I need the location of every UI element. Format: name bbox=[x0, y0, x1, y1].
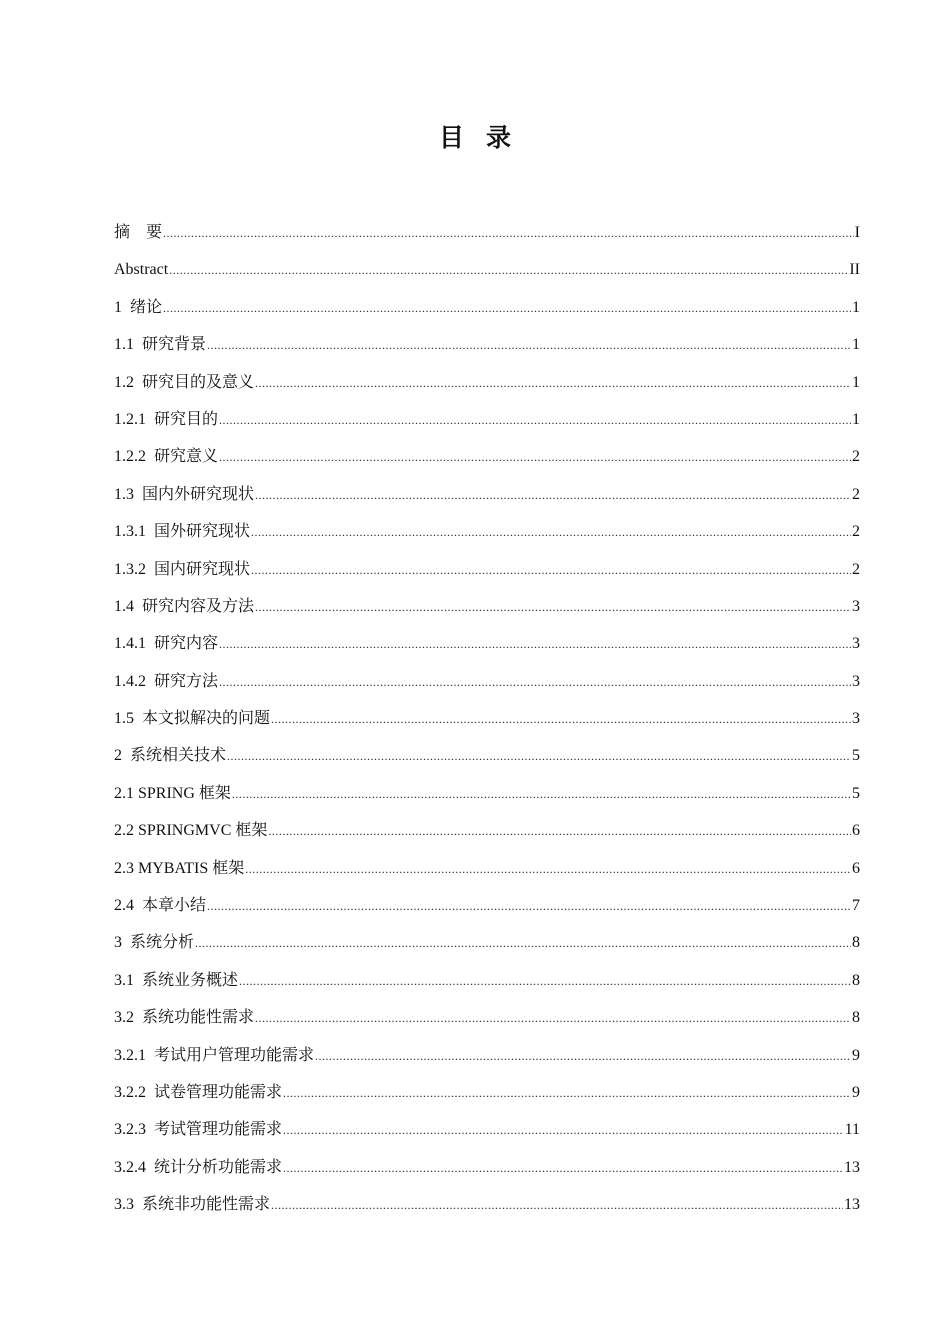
toc-leader-dots bbox=[283, 1075, 851, 1112]
toc-entry[interactable] bbox=[114, 737, 860, 774]
toc-leader-dots bbox=[283, 1150, 843, 1187]
toc-leader-dots bbox=[271, 701, 851, 738]
toc-entry-label: 1.3.2 国内研究现状 bbox=[114, 560, 251, 578]
toc-leader-dots bbox=[251, 514, 851, 551]
toc-entry-label: 2.3 MYBATIS 框架 bbox=[114, 859, 245, 877]
toc-leader-dots bbox=[207, 888, 851, 925]
toc-entry-label: 3.2.4 统计分析功能需求 bbox=[114, 1158, 283, 1176]
toc-entry-page: 5 bbox=[852, 784, 860, 802]
toc-entry-label: 3.2 系统功能性需求 bbox=[114, 1009, 255, 1027]
toc-entry-label: 1.4.2 研究方法 bbox=[114, 672, 219, 690]
toc-leader-dots bbox=[255, 365, 851, 402]
toc-entry[interactable] bbox=[114, 1074, 860, 1111]
toc-entry-label: 2.1 SPRING 框架 bbox=[114, 784, 231, 802]
toc-entry[interactable] bbox=[114, 326, 860, 363]
toc-entry-label: 3.2.2 试卷管理功能需求 bbox=[114, 1083, 283, 1101]
toc-entry-label: 1.4 研究内容及方法 bbox=[114, 597, 255, 615]
toc-entry-label: 1.2.2 研究意义 bbox=[114, 448, 219, 466]
toc-entry-page: 3 bbox=[852, 672, 860, 690]
toc-entry-label: 摘 要 bbox=[114, 224, 163, 241]
toc-entry-label: 3.2.3 考试管理功能需求 bbox=[114, 1121, 283, 1139]
toc-entry-page: 3 bbox=[852, 635, 860, 653]
toc-entry-page: 2 bbox=[852, 560, 860, 578]
toc-entry-label: 3.3 系统非功能性需求 bbox=[114, 1196, 271, 1214]
toc-leader-dots bbox=[169, 252, 848, 289]
toc-entry-label: 1.2.1 研究目的 bbox=[114, 410, 219, 428]
toc-leader-dots bbox=[163, 215, 854, 252]
toc-leader-dots bbox=[239, 963, 851, 1000]
toc-entry-page: II bbox=[849, 261, 860, 279]
toc-entry-label: 3.2.1 考试用户管理功能需求 bbox=[114, 1046, 315, 1064]
toc-entry[interactable] bbox=[114, 625, 860, 662]
toc-entry-page: 2 bbox=[852, 448, 860, 466]
toc-entry-page: 3 bbox=[852, 597, 860, 615]
toc-entry[interactable] bbox=[114, 401, 860, 438]
toc-entry[interactable] bbox=[114, 551, 860, 588]
toc-entry-page: 2 bbox=[852, 485, 860, 503]
toc-entry-page: 7 bbox=[852, 897, 860, 915]
toc-entry-label: 1.5 本文拟解决的问题 bbox=[114, 710, 271, 728]
toc-entry-label: 2 系统相关技术 bbox=[114, 747, 227, 765]
toc-entry-page: 1 bbox=[852, 410, 860, 428]
toc-entry[interactable] bbox=[114, 962, 860, 999]
toc-leader-dots bbox=[271, 1187, 843, 1224]
toc-entry[interactable] bbox=[114, 1149, 860, 1186]
toc-leader-dots bbox=[219, 402, 851, 439]
toc-leader-dots bbox=[251, 552, 851, 589]
toc-entry-page: 3 bbox=[852, 710, 860, 728]
toc-entry-label: 2.2 SPRINGMVC 框架 bbox=[114, 822, 268, 840]
toc-entry-page: I bbox=[854, 224, 860, 241]
toc-entry-label: 2.4 本章小结 bbox=[114, 897, 207, 915]
toc-entry-page: 13 bbox=[844, 1158, 860, 1176]
toc-entry-label: 1.3 国内外研究现状 bbox=[114, 485, 255, 503]
toc-entry-page: 5 bbox=[852, 747, 860, 765]
toc-entry[interactable] bbox=[114, 289, 860, 326]
toc-entry-label: 1.4.1 研究内容 bbox=[114, 635, 219, 653]
toc-entry[interactable] bbox=[114, 850, 860, 887]
toc-entry-label: 1 绪论 bbox=[114, 298, 163, 316]
toc-entry[interactable] bbox=[114, 1111, 860, 1148]
toc-leader-dots bbox=[219, 664, 851, 701]
toc-leader-dots bbox=[195, 925, 851, 962]
toc-leader-dots bbox=[255, 1000, 851, 1037]
toc-entry-page: 6 bbox=[852, 859, 860, 877]
toc-entry-page: 1 bbox=[852, 336, 860, 354]
toc-leader-dots bbox=[283, 1112, 844, 1149]
toc-entry[interactable] bbox=[114, 924, 860, 961]
toc-entry-page: 9 bbox=[852, 1083, 860, 1101]
toc-entry-label: 1.3.1 国外研究现状 bbox=[114, 523, 251, 541]
toc-entry-page: 8 bbox=[852, 1009, 860, 1027]
toc-entry[interactable] bbox=[114, 513, 860, 550]
toc-leader-dots bbox=[268, 813, 851, 850]
toc-entry-label: 3 系统分析 bbox=[114, 934, 195, 952]
toc-entry-label: 1.2 研究目的及意义 bbox=[114, 373, 255, 391]
toc-entry[interactable] bbox=[114, 251, 860, 288]
toc-entry[interactable] bbox=[114, 1186, 860, 1223]
toc-entry-page: 11 bbox=[844, 1121, 860, 1139]
toc-leader-dots bbox=[255, 477, 851, 514]
toc-leader-dots bbox=[163, 290, 851, 327]
toc-entry-page: 8 bbox=[852, 971, 860, 989]
toc-entry-label: Abstract bbox=[114, 261, 169, 279]
toc-entry[interactable] bbox=[114, 476, 860, 513]
toc-entry[interactable] bbox=[114, 700, 860, 737]
toc-entry-page: 1 bbox=[852, 298, 860, 316]
toc-list bbox=[114, 214, 860, 1224]
toc-title: 目录 bbox=[438, 123, 533, 152]
toc-leader-dots bbox=[315, 1038, 851, 1075]
toc-entry[interactable] bbox=[114, 438, 860, 475]
toc-entry-page: 2 bbox=[852, 523, 860, 541]
toc-entry[interactable] bbox=[114, 214, 860, 251]
toc-entry[interactable] bbox=[114, 999, 860, 1036]
toc-leader-dots bbox=[245, 851, 851, 888]
toc-leader-dots bbox=[232, 776, 851, 813]
toc-entry[interactable] bbox=[114, 364, 860, 401]
toc-entry-label: 3.1 系统业务概述 bbox=[114, 971, 239, 989]
toc-leader-dots bbox=[219, 626, 851, 663]
toc-entry-page: 9 bbox=[852, 1046, 860, 1064]
toc-leader-dots bbox=[207, 327, 851, 364]
toc-entry-page: 1 bbox=[852, 373, 860, 391]
toc-entry[interactable] bbox=[114, 887, 860, 924]
toc-entry[interactable] bbox=[114, 812, 860, 849]
toc-entry-page: 13 bbox=[844, 1196, 860, 1214]
toc-entry[interactable] bbox=[114, 1037, 860, 1074]
toc-entry-page: 6 bbox=[852, 822, 860, 840]
toc-entry[interactable] bbox=[114, 663, 860, 700]
toc-entry[interactable] bbox=[114, 775, 860, 812]
toc-leader-dots bbox=[227, 738, 851, 775]
toc-leader-dots bbox=[219, 439, 851, 476]
toc-leader-dots bbox=[255, 589, 851, 626]
toc-entry[interactable] bbox=[114, 588, 860, 625]
toc-entry-page: 8 bbox=[852, 934, 860, 952]
toc-entry-label: 1.1 研究背景 bbox=[114, 336, 207, 354]
